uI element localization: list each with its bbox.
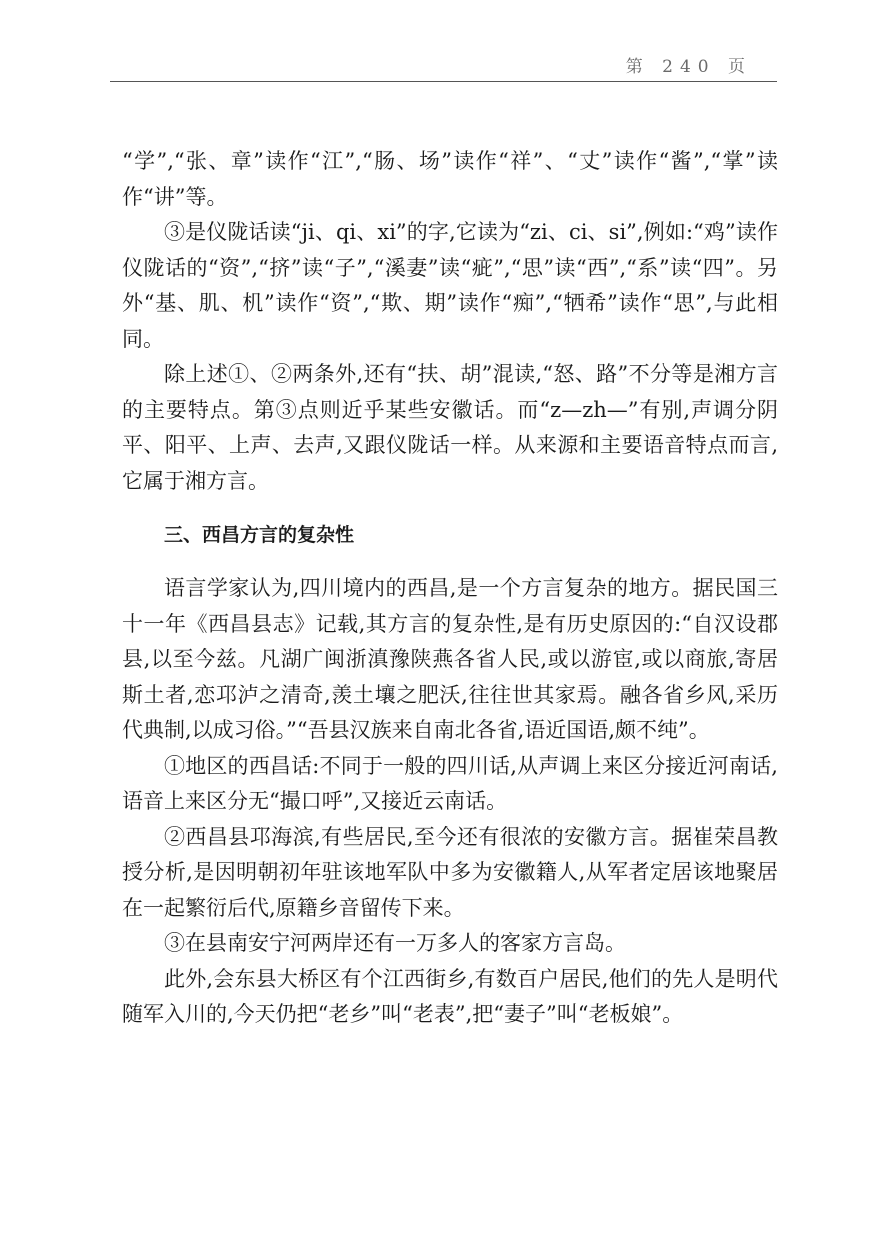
section-heading: 三、西昌方言的复杂性 (164, 524, 355, 546)
page-number: 第 240 页 (625, 57, 752, 77)
paragraph-xichang-item-1: ①地区的西昌话:不同于一般的四川话,从声调上来区分接近河南话,语音上来区分无“撮口呼”,又接近云南话。 (122, 753, 778, 813)
paragraph-xichang-item-2: ②西昌县邛海滨,有些居民,至今还有很浓的安徽方言。据崔荣昌教授分析,是因明朝初年驻该地军队中多为安徽籍人,从军者定居该地聚居在一起繁衍后代,原籍乡音留传下来。 (122, 824, 778, 920)
header-rule (110, 81, 777, 82)
page-header (0, 0, 888, 84)
paragraph-xichang-item-3: ③在县南安宁河两岸还有一万多人的客家方言岛。 (164, 931, 626, 955)
paragraph-item-3-yilong: ③是仪陇话读“ji、qi、xi”的字,它读为“zi、ci、si”,例如:“鸡”读作仪陇话的“资”,“挤”读“子”,“溪妻”读“疵”,“思”读“西”,“系”读“四”。另外“基、肌、机”读作“资”,“欺、期”读作“痴”,“牺希”读作“思”,与此相同。 (122, 220, 778, 351)
paragraph-summary-xiang: 除上述①、②两条外,还有“扶、胡”混读,“怒、路”不分等是湘方言的主要特点。第③点则近乎某些安徽话。而“z—zh—”有别,声调分阴平、阳平、上声、去声,又跟仪陇话一样。从来源和主要语音特点而言,它属于湘方言。 (122, 362, 778, 493)
paragraph-huidong: 此外,会东县大桥区有个江西街乡,有数百户居民,他们的先人是明代随军入川的,今天仍把“老乡”叫“老表”,把“妻子”叫“老板娘”。 (122, 966, 778, 1026)
page-body (122, 144, 778, 1033)
paragraph-xichang-intro: 语言学家认为,四川境内的西昌,是一个方言复杂的地方。据民国三十一年《西昌县志》记载,其方言的复杂性,是有历史原因的:“自汉设郡县,以至今兹。凡湖广闽浙滇豫陕燕各省人民,或以游宦,或以商旅,寄居斯土者,恋邛泸之清奇,羡土壤之肥沃,往往世其家焉。融各省乡风,采历代典制,以成习俗。”“吾县汉族来自南北各省,语近国语,颇不纯”。 (122, 576, 778, 742)
paragraph-continuation: “学”,“张、章”读作“江”,“肠、场”读作“祥”、“丈”读作“酱”,“掌”读作“讲”等。 (122, 149, 778, 209)
